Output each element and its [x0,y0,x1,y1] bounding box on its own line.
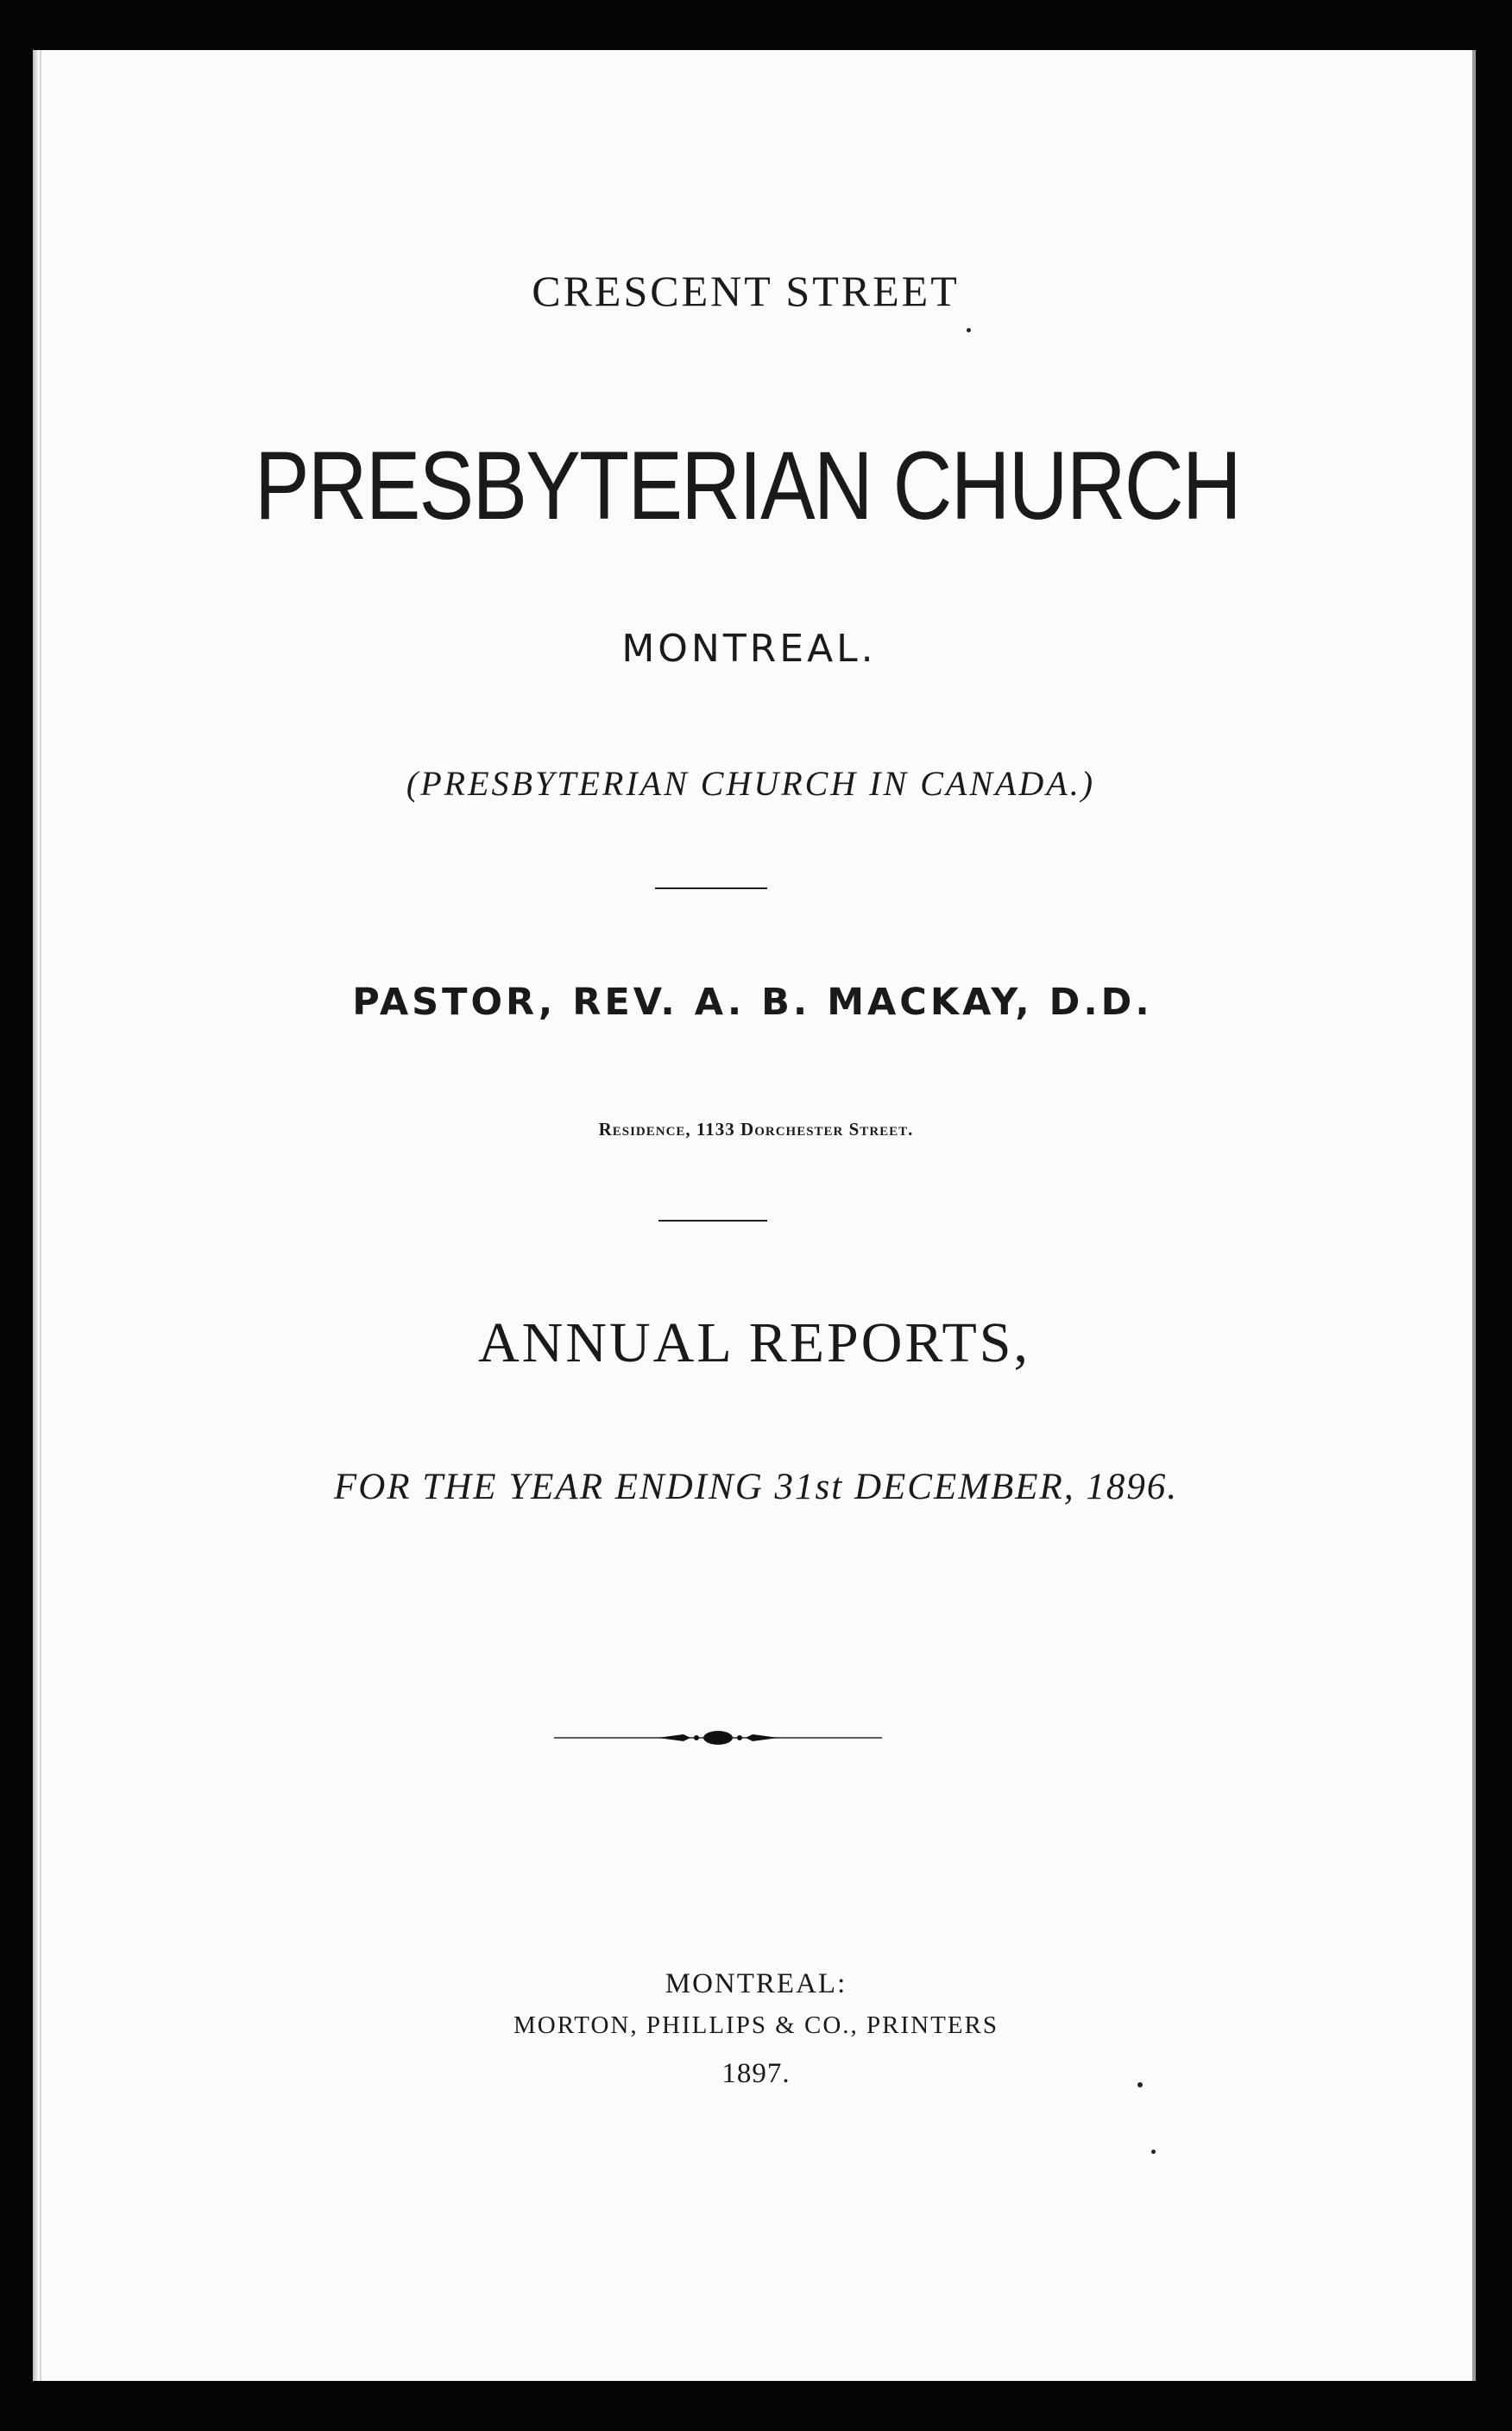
ink-speck [1137,2082,1143,2087]
ink-speck [967,328,971,332]
page-spine-edge [33,50,38,2381]
denomination: (PRESBYTERIAN CHURCH IN CANADA.) [406,764,1096,803]
divider-rule [655,887,767,889]
church-name: PRESBYTERIAN CHURCH [254,432,1240,540]
imprint-year: 1897. [721,2058,791,2089]
imprint-city: MONTREAL: [665,1968,847,1999]
report-title: ANNUAL REPORTS, [478,1311,1030,1374]
church-street-name: CRESCENT STREET [532,267,960,315]
imprint-printer: MORTON, PHILLIPS & CO., PRINTERS [513,2011,999,2039]
report-period: FOR THE YEAR ENDING 31st DECEMBER, 1896. [333,1467,1179,1507]
gutter-line [40,50,41,2381]
city-name: MONTREAL. [621,627,877,671]
title-page [33,50,1476,2381]
ink-speck [1151,2150,1156,2154]
pastor-residence: Residence, 1133 Dorchester Street. [598,1119,914,1140]
pastor-line: PASTOR, REV. A. B. MACKAY, D.D. [352,981,1153,1024]
fleuron-rule-icon [554,1725,882,1751]
divider-rule [658,1220,767,1222]
